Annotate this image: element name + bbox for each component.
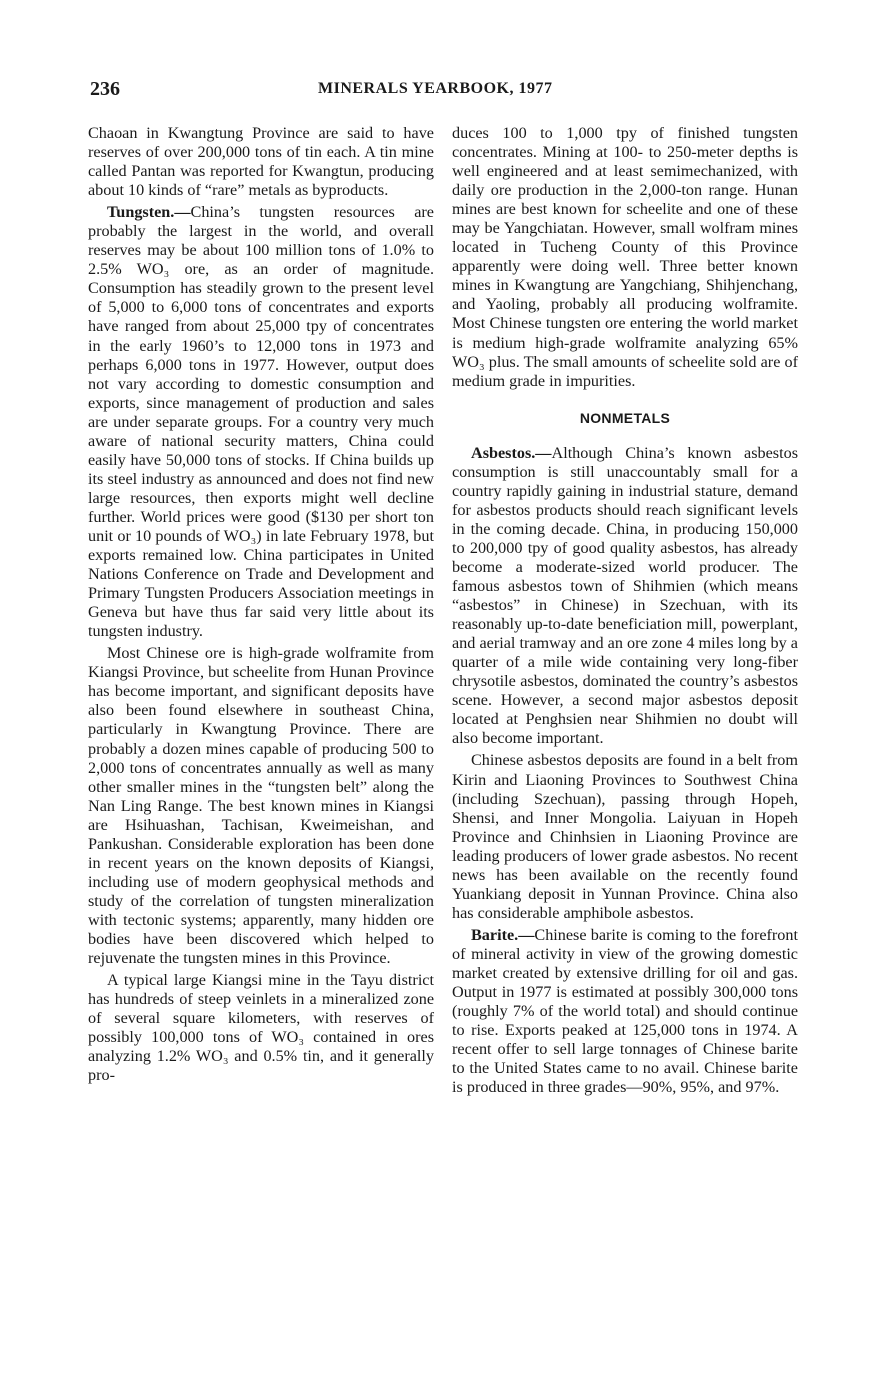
paragraph-asbestos-deposits: Chinese asbestos deposits are found in a belt from Kirin and Liaoning Provinces to Southwest China (including Szechuan), passing through Hopeh, Shensi, and Inner Mongolia. Laiyuan in Hopeh Province and Chinhsien in Liaoning Province are leading producers of lower grade asbestos. No recent news has been available on the recently found Yuankiang deposit in Yunnan Province. China also has considerable amphibole asbestos.	[452, 751, 798, 922]
tungsten-run-in-heading: Tungsten.—	[107, 203, 191, 222]
paragraph-tin-continued: Chaoan in Kwangtung Province are said to have reserves of over 200,000 tons of tin each. A tin mine called Pantan was reported for Kwangtun, producing about 10 kinds of “rare” metals as byproducts.	[88, 124, 434, 200]
asbestos-run-in-heading: Asbestos.—	[471, 443, 552, 462]
page-header	[90, 78, 790, 108]
paragraph-tungsten-continued: duces 100 to 1,000 tpy of finished tungsten concentrates. Mining at 100- to 250-meter depths is well engineered and at least semimechanized, with daily ore production in the 2,000-ton range. Hunan mines are best known for scheelite and one of these may be Yangchiatan. However, small wolfram mines located in Tucheng County of this Province apparently were doing well. Three better known mines in Kwangtung are Yangchiang, Shihjenchang, and Yaoling, probably all producing wolframite. Most Chinese tungsten ore entering the world market is medium high-grade wolframite analyzing 65% WO₃ plus. The small amounts of scheelite sold are of medium grade in impurities.	[452, 124, 798, 390]
paragraph-kiangsi-mine: A typical large Kiangsi mine in the Tayu district has hundreds of steep veinlets in a mineralized zone of several square kilometers, with reserves of possibly 100,000 tons of WO₃ contained in ores analyzing 1.2% WO₃ and 0.5% tin, and it generally pro-	[88, 971, 434, 1085]
section-heading-nonmetals: NONMETALS	[579, 409, 671, 426]
right-column	[452, 124, 798, 1100]
asbestos-text: Although China’s known asbestos consumption is still unaccountably small for a country rapidly gaining in industrial stature, demand for asbestos products should reach significant levels in the coming decade. China, in producing 150,000 to 200,000 tpy of good quality asbestos, has already become a moderate-sized world producer. The famous asbestos town of Shihmien (which means “asbestos” in Chinese) in Szechuan, with its reasonably up-to-date beneficiation mill, powerplant, and aerial tramway and an ore zone 4 miles long by a quarter of a mile wide containing very long-fiber chrysotile asbestos, dominated the country’s asbestos scene. However, a second major asbestos deposit located at Penghsien near Shihmien no doubt will also become important.	[452, 443, 798, 748]
tungsten-text: China’s tungsten resources are probably the largest in the world, and overall reserves may be about 100 million tons of 1.0% to 2.5% WO₃ ore, as an order of magnitude. Consumption has steadily grown to the present level of 5,000 to 6,000 tons of concentrates and exports have ranged from about 25,000 tpy of concentrates in the early 1960’s to 12,000 tons in 1973 and perhaps 6,000 tons in 1977. However, output does not vary according to domestic consumption and exports, since management of production and sales are under separate groups. For a country very much aware of national security matters, China could easily have 50,000 tons of stocks. If China builds up its steel industry as announced and does not find new large resources, then exports might well decline further. World prices were good ($130 per short ton unit or 10 pounds of WO₃) in late February 1978, but exports remained low. China participates in United Nations Conference on Trade and Development and Primary Tungsten Producers Association meetings in Geneva but have thus far said very little about its tungsten industry.	[88, 203, 434, 641]
running-title: MINERALS YEARBOOK, 1977	[318, 80, 553, 97]
page-number: 236	[90, 78, 120, 100]
paragraph-asbestos	[452, 444, 798, 749]
left-column	[88, 124, 434, 1088]
paragraph-barite	[452, 926, 798, 1097]
paragraph-chinese-ore: Most Chinese ore is high-grade wolframite from Kiangsi Province, but scheelite from Hunan Province has become important, and significant deposits have also been found elsewhere in southeast China, particularly in Kwangtung Province. There are probably a dozen mines capable of producing 500 to 2,000 tons of concentrates annually as well as many other smaller mines in the “tungsten belt” along the Nan Ling Range. The best known mines in Kiangsi are Hsihuashan, Tachisan, Kweimeishan, and Pankushan. Considerable exploration has been done in recent years on the known deposits of Kiangsi, including use of modern geophysical methods and study of the correlation of tungsten mineralization with tectonic systems; apparently, many hidden ore bodies have been discovered which helped to rejuvenate the tungsten mines in this Province.	[88, 644, 434, 968]
paragraph-tungsten	[88, 203, 434, 641]
barite-text: Chinese barite is coming to the forefront of mineral activity in view of the growing domestic market created by extensive drilling for oil and gas. Output in 1977 is estimated at possibly 300,000 tons (roughly 7% of the world total) and should continue to rise. Exports peaked at 125,000 tons in 1974. A recent offer to sell large tonnages of Chinese barite to the United States came to no avail. Chinese barite is produced in three grades—90%, 95%, and 97%.	[452, 925, 798, 1097]
barite-run-in-heading: Barite.—	[471, 925, 535, 944]
